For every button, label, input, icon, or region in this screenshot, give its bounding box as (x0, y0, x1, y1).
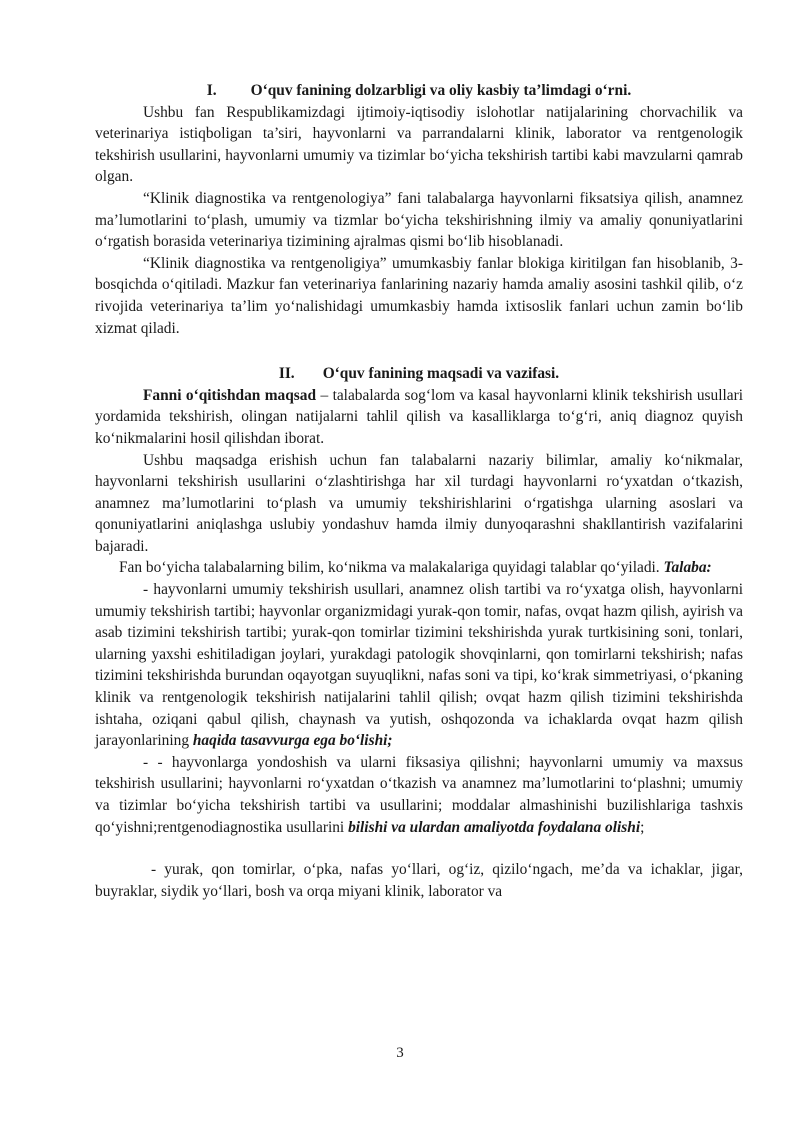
paragraph-8-text: - - hayvonlarga yondoshish va ularni fiksasiya qilishni; hayvonlarni umumiy va maxsus tekshirish usullarini; hayvonlarni ro‘yxatdan o‘tkazish va anamnez ma’lumotlarini to‘plashni; umumiy va tizimlar bo‘yicha tekshirish tartibi va usullarini; moddalar almashinishi buzilishlariga tashxis qo‘yishni;rentgenodiagnostika usullarini (95, 753, 743, 836)
section-1-title: O‘quv fanining dolzarbligi va oliy kasbiy ta’limdagi o‘rni. (250, 82, 632, 99)
paragraph-2: “Klinik diagnostika va rentgenologiya” fani talabalarga hayvonlarni fiksatsiya qilish, anamnez ma’lumotlarini to‘plash, umumiy va tizmlar bo‘yicha tekshirishning ilmiy va amaliy qonuniyatlarini o‘rgatish borasida veterinariya tizimining ajralmas qismi bo‘lib hisoblanadi. (95, 189, 743, 251)
paragraph-5: Ushbu maqsadga erishish uchun fan talabalarni nazariy bilimlar, amaliy ko‘nikmalar, hayvonlarni tekshirish usullarini o‘zlashtirishga har xil turdagi hayvonlarni ro‘yxatdan o‘tkazish, anamnez ma’lumotlarini to‘plash va umumiy tekshirishlarini o‘rgatishga ularning asoslari va qonuniyatlarini aniqlashga uslubiy yondashuv hamda ilmiy dunyoqarashni shakllantirish vazifalarini bajaradi. (95, 451, 743, 555)
paragraph-1: Ushbu fan Respublikamizdagi ijtimoiy-iqtisodiy islohotlar natijalarining chorvachilik va veterinariya istiqboligan ta’siri, hayvonlarni va parrandalarni klinik, laborator va rentgenologik tekshirish usullarini, hayvonlarni umumiy va tizimlar bo‘yicha tekshirish tartibi kabi mavzularni qamrab olgan. (95, 103, 743, 186)
paragraph-4 (95, 385, 743, 450)
paragraph-6-emphasis: Talaba: (663, 559, 712, 577)
paragraph-9: - yurak, qon tomirlar, o‘pka, nafas yo‘llari, og‘iz, qizilo‘ngach, me’da va ichaklar, jigar, buyraklar, siydik yo‘llari, bosh va orqa miyani klinik, laborator va (95, 861, 743, 900)
section-2-title: O‘quv fanining maqsadi va vazifasi. (322, 365, 560, 383)
section-2-heading (95, 363, 743, 385)
paragraph-4-lead: Fanni o‘qitishdan maqsad (143, 386, 317, 404)
paragraph-8-emphasis: bilishi va ulardan amaliyotda foydalana olishi (348, 818, 641, 836)
section-1-number: I. (206, 82, 217, 99)
paragraph-4-text: – talabalarda sog‘lom va kasal hayvonlarni klinik tekshirish usullari yordamida tekshirish, olingan natijalarni tahlil qilish va kasalliklarga to‘g‘ri, aniq diagnoz quyish ko‘nikmalarini hosil qilishdan iborat. (95, 386, 743, 447)
paragraph-8-tail: ; (640, 818, 645, 836)
paragraph-6 (95, 557, 743, 579)
paragraph-8 (95, 752, 743, 838)
paragraph-7-emphasis: haqida tasavvurga ega bo‘lishi; (192, 732, 393, 750)
paragraph-7-text: - hayvonlarni umumiy tekshirish usullari, anamnez olish tartibi va ro‘yxatga olish, hayvonlarni umumiy tekshirish tartibi; hayvonlar organizmidagi yurak-qon tomir, nafas, ovqat hazm qilish, ayirish va asab tizimini tekshirish tartibi; yurak-qon tomirlar tizimini tekshirishda yurak turtkisining soni, tonlari, ularning yaxshi eshitiladigan joylari, yurakdagi patologik shovqinlarni, qon tomirlarni tekshirish; nafas tizimini tekshirishda burundan oqayotgan suyuqlikni, nafas soni va tipi, ko‘krak simmetriyasi, o‘pkaning klinik va rentgenologik tekshirish natijalarini tahlil qilish; ovqat hazm qilish tizimini tekshirishda ishtaha, oziqani qabul qilish, chaynash va yutish, oshqozonda va ichaklarda ovqat hazm qilish jarayonlarining (95, 581, 743, 750)
document-page (95, 80, 743, 902)
paragraph-7 (95, 579, 743, 752)
paragraph-3: “Klinik diagnostika va rentgenoligiya” umumkasbiy fanlar blokiga kiritilgan fan hisoblanib, 3- bosqichda o‘qitiladi. Mazkur fan veterinariya fanlarining nazariy hamda amaliy asosini tashkil qilib, o‘z rivojida veterinariya ta’lim yo‘nalishidagi umumkasbiy hamda ixtisoslik fanlari uchun zamin bo‘lib xizmat qiladi. (95, 254, 743, 337)
section-1-heading (95, 80, 743, 102)
page-number: 3 (396, 1045, 404, 1061)
paragraph-6-text: Fan bo‘yicha talabalarning bilim, ko‘nikma va malakalariga quyidagi talablar qo‘yiladi. (119, 559, 664, 577)
section-2-number: II. (278, 365, 295, 383)
